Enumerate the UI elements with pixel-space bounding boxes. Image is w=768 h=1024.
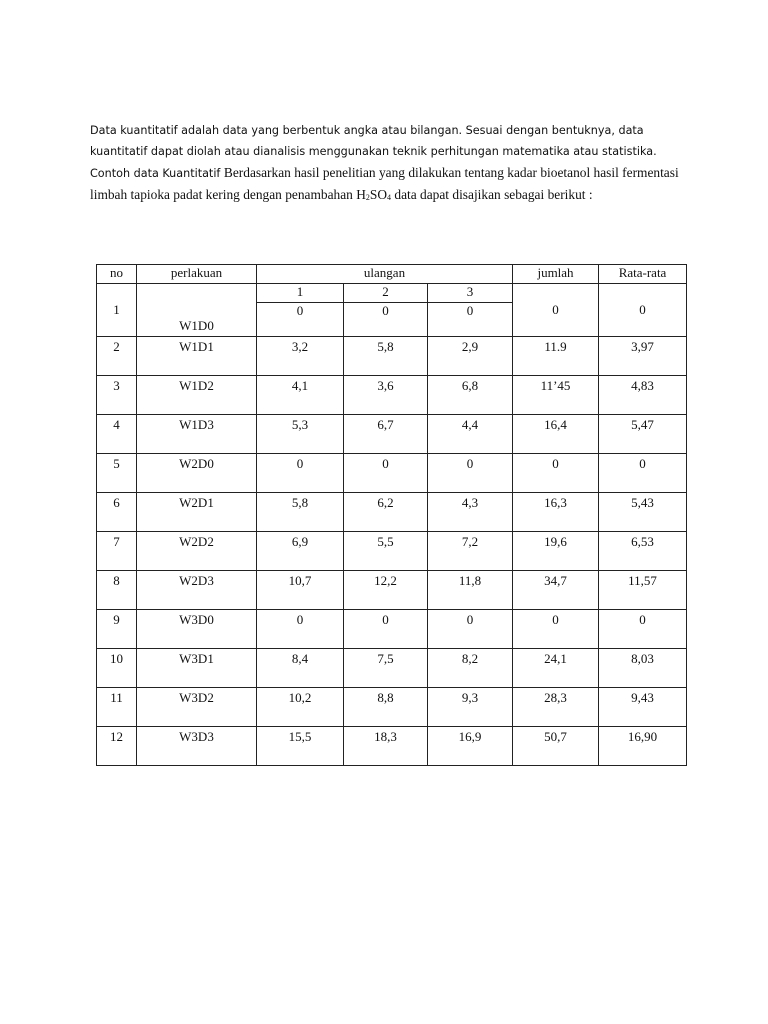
cell-ulangan-3: 2,9 (428, 337, 513, 376)
cell-ulangan-3: 16,9 (428, 727, 513, 766)
table-row (97, 376, 687, 415)
cell-no: 11 (97, 688, 137, 727)
cell-no: 1 (97, 284, 137, 337)
cell-ulangan-2: 3,6 (344, 376, 428, 415)
cell-perlakuan: W2D3 (137, 571, 257, 610)
cell-perlakuan: W1D0 (137, 284, 257, 337)
table-row (97, 610, 687, 649)
cell-jumlah: 50,7 (513, 727, 599, 766)
cell-ulangan-1: 6,9 (257, 532, 344, 571)
table-row (97, 415, 687, 454)
cell-ulangan-3: 0 (428, 303, 513, 337)
subheader-row (97, 284, 687, 303)
table-row (97, 688, 687, 727)
cell-ulangan-1: 5,8 (257, 493, 344, 532)
cell-ulangan-1: 0 (257, 454, 344, 493)
intro-serif-part: SO (369, 187, 388, 202)
cell-jumlah: 19,6 (513, 532, 599, 571)
cell-jumlah: 0 (513, 454, 599, 493)
cell-jumlah: 28,3 (513, 688, 599, 727)
header-ulangan: ulangan (257, 265, 513, 284)
cell-no: 7 (97, 532, 137, 571)
cell-ulangan-3: 0 (428, 454, 513, 493)
cell-rata-rata: 6,53 (599, 532, 687, 571)
cell-perlakuan: W2D0 (137, 454, 257, 493)
cell-jumlah: 24,1 (513, 649, 599, 688)
cell-ulangan-2: 0 (344, 454, 428, 493)
header-no: no (97, 265, 137, 284)
cell-ulangan-3: 9,3 (428, 688, 513, 727)
cell-rata-rata: 8,03 (599, 649, 687, 688)
cell-ulangan-2: 12,2 (344, 571, 428, 610)
cell-perlakuan: W3D1 (137, 649, 257, 688)
cell-no: 4 (97, 415, 137, 454)
cell-ulangan-2: 6,7 (344, 415, 428, 454)
cell-no: 10 (97, 649, 137, 688)
cell-rata-rata: 4,83 (599, 376, 687, 415)
cell-ulangan-1: 5,3 (257, 415, 344, 454)
cell-no: 3 (97, 376, 137, 415)
table-row (97, 454, 687, 493)
cell-ulangan-1: 4,1 (257, 376, 344, 415)
cell-rata-rata: 5,43 (599, 493, 687, 532)
cell-ulangan-3: 8,2 (428, 649, 513, 688)
cell-jumlah: 16,3 (513, 493, 599, 532)
cell-perlakuan: W1D2 (137, 376, 257, 415)
cell-ulangan-2: 8,8 (344, 688, 428, 727)
header-perlakuan: perlakuan (137, 265, 257, 284)
intro-serif-part: data dapat disajikan sebagai berikut : (391, 187, 593, 202)
cell-ulangan-2: 18,3 (344, 727, 428, 766)
cell-ulangan-1: 0 (257, 610, 344, 649)
cell-ulangan-1: 10,7 (257, 571, 344, 610)
subheader-2: 2 (344, 284, 428, 303)
header-row (97, 265, 687, 284)
cell-ulangan-2: 7,5 (344, 649, 428, 688)
cell-jumlah: 34,7 (513, 571, 599, 610)
cell-perlakuan: W3D3 (137, 727, 257, 766)
cell-jumlah: 11.9 (513, 337, 599, 376)
cell-rata-rata: 9,43 (599, 688, 687, 727)
cell-rata-rata: 0 (599, 454, 687, 493)
cell-perlakuan: W2D1 (137, 493, 257, 532)
cell-no: 2 (97, 337, 137, 376)
cell-rata-rata: 0 (599, 284, 687, 337)
cell-no: 6 (97, 493, 137, 532)
cell-perlakuan: W2D2 (137, 532, 257, 571)
subheader-1: 1 (257, 284, 344, 303)
cell-ulangan-3: 7,2 (428, 532, 513, 571)
cell-ulangan-3: 6,8 (428, 376, 513, 415)
cell-rata-rata: 16,90 (599, 727, 687, 766)
subheader-3: 3 (428, 284, 513, 303)
intro-paragraph (90, 120, 690, 208)
cell-ulangan-3: 4,3 (428, 493, 513, 532)
data-table (96, 264, 687, 766)
intro-serif-part: Berdasarkan hasil penelitian yang dilakukan tentang kadar bioetanol hasil fermentasi limbah tapioka padat kering dengan penambahan H (90, 165, 679, 202)
cell-no: 9 (97, 610, 137, 649)
cell-ulangan-3: 11,8 (428, 571, 513, 610)
cell-no: 8 (97, 571, 137, 610)
cell-rata-rata: 11,57 (599, 571, 687, 610)
cell-rata-rata: 5,47 (599, 415, 687, 454)
cell-ulangan-3: 0 (428, 610, 513, 649)
table-row (97, 571, 687, 610)
cell-ulangan-2: 6,2 (344, 493, 428, 532)
table-row (97, 727, 687, 766)
table-row (97, 493, 687, 532)
cell-ulangan-1: 0 (257, 303, 344, 337)
cell-perlakuan: W1D1 (137, 337, 257, 376)
cell-ulangan-2: 5,5 (344, 532, 428, 571)
cell-ulangan-2: 0 (344, 303, 428, 337)
cell-perlakuan: W1D3 (137, 415, 257, 454)
subscript: 4 (387, 193, 392, 202)
intro-sans-text: Data kuantitatif adalah data yang berbentuk angka atau bilangan. Sesuai dengan bentuknya, data kuantitatif dapat diolah atau dianalisis menggunakan teknik perhitungan matematika atau statistika. Contoh data Kuantitatif (90, 124, 657, 180)
cell-jumlah: 11’45 (513, 376, 599, 415)
cell-no: 5 (97, 454, 137, 493)
cell-jumlah: 0 (513, 610, 599, 649)
table-row (97, 337, 687, 376)
cell-ulangan-1: 10,2 (257, 688, 344, 727)
table-row (97, 649, 687, 688)
cell-ulangan-3: 4,4 (428, 415, 513, 454)
header-jumlah: jumlah (513, 265, 599, 284)
table-row (97, 532, 687, 571)
cell-perlakuan: W3D0 (137, 610, 257, 649)
cell-jumlah: 0 (513, 284, 599, 337)
cell-jumlah: 16,4 (513, 415, 599, 454)
cell-rata-rata: 3,97 (599, 337, 687, 376)
subscript: 2 (365, 193, 370, 202)
cell-rata-rata: 0 (599, 610, 687, 649)
cell-ulangan-1: 3,2 (257, 337, 344, 376)
cell-ulangan-2: 0 (344, 610, 428, 649)
header-rata-rata: Rata-rata (599, 265, 687, 284)
cell-ulangan-2: 5,8 (344, 337, 428, 376)
cell-ulangan-1: 8,4 (257, 649, 344, 688)
cell-no: 12 (97, 727, 137, 766)
cell-perlakuan: W3D2 (137, 688, 257, 727)
cell-ulangan-1: 15,5 (257, 727, 344, 766)
